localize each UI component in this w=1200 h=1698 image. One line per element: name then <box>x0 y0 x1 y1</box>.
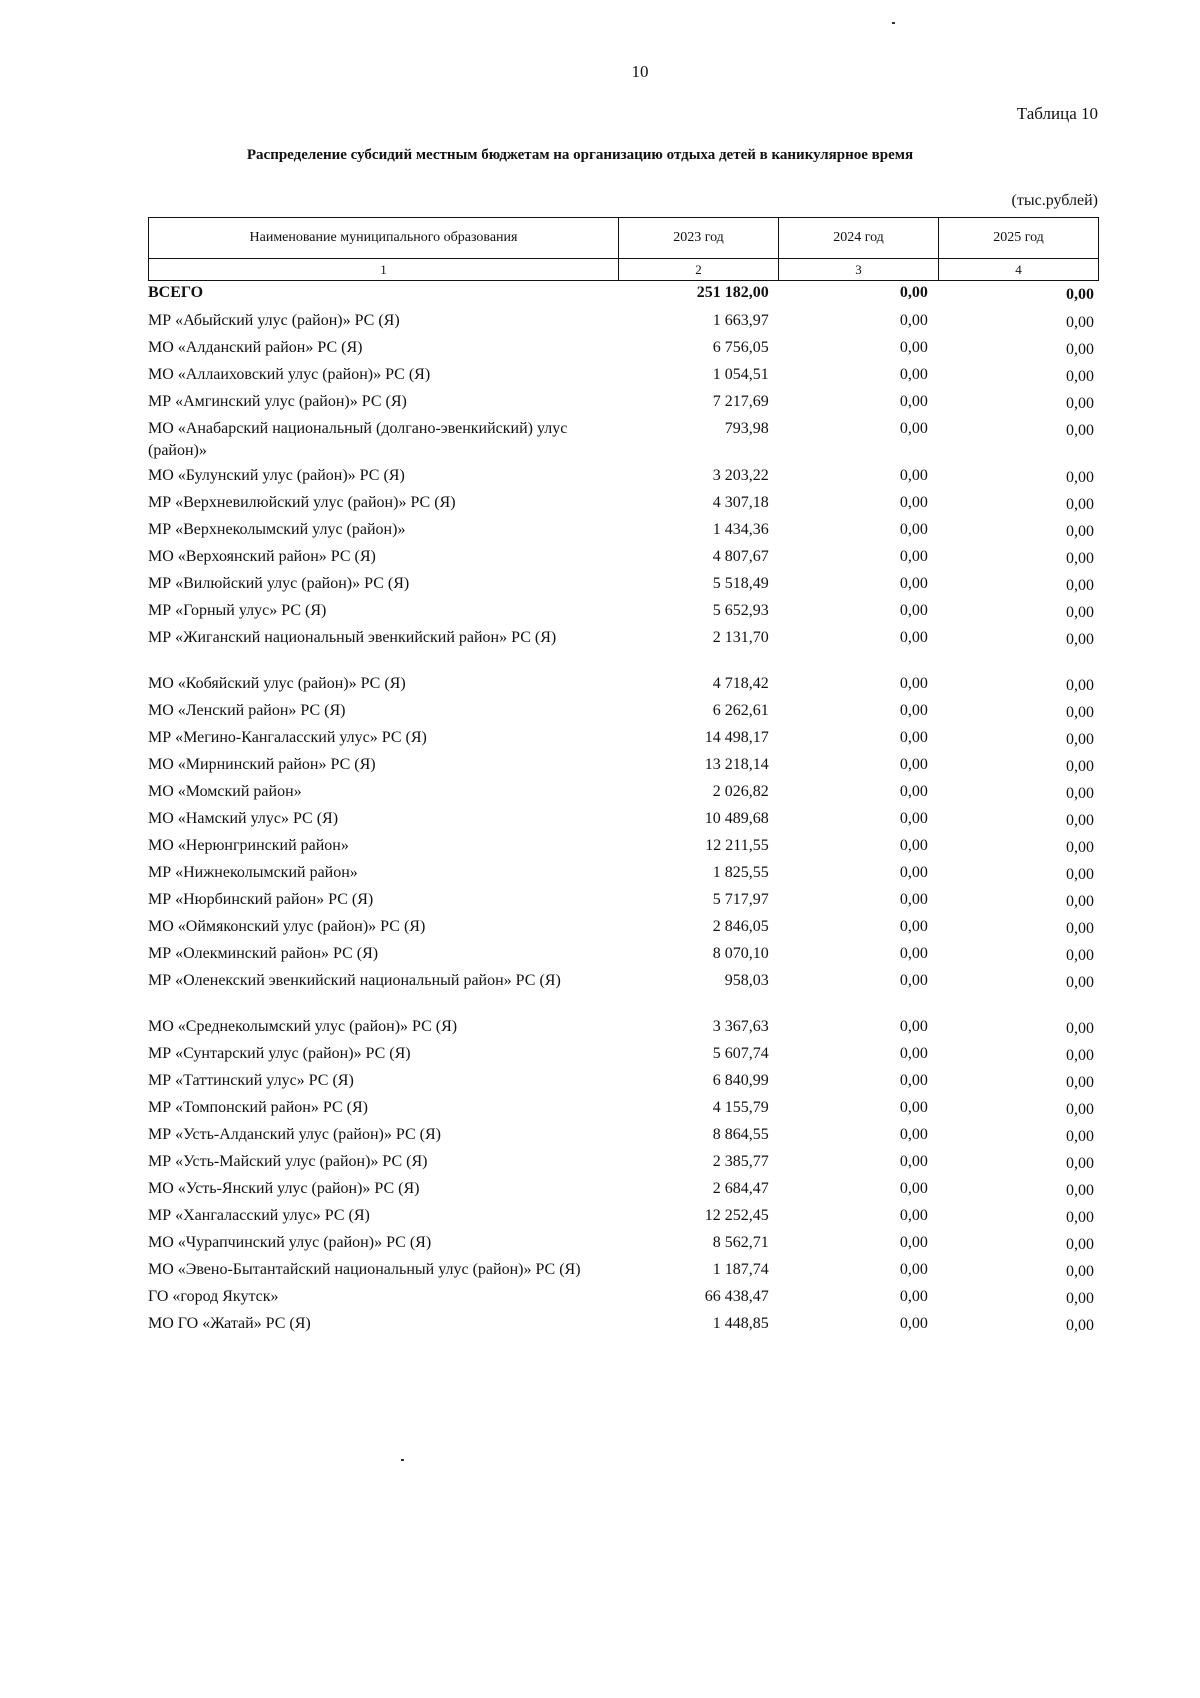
table-row <box>148 1178 1098 1202</box>
cell-2025: 0,00 <box>1066 812 1094 829</box>
total-row <box>148 282 1098 306</box>
cell-2024: 0,00 <box>899 1180 928 1197</box>
cell-2024: 0,00 <box>899 1045 928 1062</box>
table-row <box>148 943 1098 967</box>
cell-2025: 0,00 <box>1066 1020 1094 1037</box>
cell-2023: 5 607,74 <box>712 1045 769 1062</box>
cell-2024: 0,00 <box>899 420 928 437</box>
cell-name: МО «Кобяйский улус (район)» РС (Я) <box>148 675 406 692</box>
total-2025: 0,00 <box>1066 286 1094 303</box>
header-2025: 2025 год <box>939 218 1099 259</box>
cell-name: МР «Нюрбинский район» РС (Я) <box>148 891 374 908</box>
cell-2023: 12 252,45 <box>704 1207 769 1224</box>
cell-2024: 0,00 <box>899 575 928 592</box>
table-header <box>148 217 1099 281</box>
cell-2025: 0,00 <box>1066 1182 1094 1199</box>
cell-2024: 0,00 <box>899 312 928 329</box>
cell-2023: 1 663,97 <box>712 312 769 329</box>
cell-2023: 4 307,18 <box>712 494 769 511</box>
cell-2023: 13 218,14 <box>704 756 769 773</box>
cell-2025: 0,00 <box>1066 839 1094 856</box>
table-row <box>148 916 1098 940</box>
cell-name: МР «Мегино-Кангаласский улус» РС (Я) <box>148 729 427 746</box>
cell-2024: 0,00 <box>899 366 928 383</box>
cell-2023: 1 434,36 <box>712 521 769 538</box>
cell-2024: 0,00 <box>899 1315 928 1332</box>
table-row <box>148 835 1098 859</box>
table-row <box>148 519 1098 543</box>
header-2024: 2024 год <box>779 218 939 259</box>
cell-2025: 0,00 <box>1066 731 1094 748</box>
cell-2023: 1 448,85 <box>712 1315 769 1332</box>
cell-name: МО ГО «Жатай» РС (Я) <box>148 1315 311 1332</box>
table-row <box>148 700 1098 724</box>
total-name: ВСЕГО <box>148 284 204 301</box>
cell-2023: 6 756,05 <box>712 339 769 356</box>
table-row <box>148 754 1098 778</box>
table-row <box>148 1151 1098 1175</box>
table-row <box>148 627 1098 651</box>
table-row <box>148 673 1098 697</box>
cell-2025: 0,00 <box>1066 1155 1094 1172</box>
cell-2025: 0,00 <box>1066 1290 1094 1307</box>
cell-2025: 0,00 <box>1066 523 1094 540</box>
scan-speck <box>892 22 895 24</box>
cell-2025: 0,00 <box>1066 947 1094 964</box>
cell-name: МО «Ленский район» РС (Я) <box>148 702 346 719</box>
cell-2024: 0,00 <box>899 1288 928 1305</box>
total-2024: 0,00 <box>899 284 928 301</box>
cell-2023: 2 385,77 <box>712 1153 769 1170</box>
cell-2024: 0,00 <box>899 972 928 989</box>
cell-name: МО «Анабарский национальный (долгано-эвенкийский) улус (район)» <box>148 420 568 459</box>
cell-2025: 0,00 <box>1066 1101 1094 1118</box>
cell-2023: 793,98 <box>724 420 769 437</box>
table-row <box>148 1043 1098 1067</box>
cell-2024: 0,00 <box>899 756 928 773</box>
cell-2024: 0,00 <box>899 629 928 646</box>
cell-2025: 0,00 <box>1066 1074 1094 1091</box>
cell-2023: 5 717,97 <box>712 891 769 908</box>
cell-name: МО «Мирнинский район» РС (Я) <box>148 756 376 773</box>
cell-2023: 1 825,55 <box>712 864 769 881</box>
cell-name: МР «Томпонский район» РС (Я) <box>148 1099 368 1116</box>
cell-2025: 0,00 <box>1066 1263 1094 1280</box>
cell-2025: 0,00 <box>1066 368 1094 385</box>
cell-2025: 0,00 <box>1066 704 1094 721</box>
cell-name: МР «Жиганский национальный эвенкийский район» РС (Я) <box>148 629 557 646</box>
table-row <box>148 1016 1098 1040</box>
header-num-4: 4 <box>939 259 1099 281</box>
cell-2024: 0,00 <box>899 1234 928 1251</box>
cell-2024: 0,00 <box>899 467 928 484</box>
cell-2024: 0,00 <box>899 675 928 692</box>
cell-name: МР «Таттинский улус» РС (Я) <box>148 1072 354 1089</box>
document-title: Распределение субсидий местным бюджетам на организацию отдыха детей в каникулярное время <box>246 147 914 163</box>
cell-2025: 0,00 <box>1066 893 1094 910</box>
cell-2024: 0,00 <box>899 1207 928 1224</box>
cell-2025: 0,00 <box>1066 1236 1094 1253</box>
cell-2023: 3 367,63 <box>712 1018 769 1035</box>
cell-name: МР «Хангаласский улус» РС (Я) <box>148 1207 370 1224</box>
cell-2023: 1 054,51 <box>712 366 769 383</box>
cell-2025: 0,00 <box>1066 920 1094 937</box>
cell-2023: 4 155,79 <box>712 1099 769 1116</box>
cell-2023: 1 187,74 <box>712 1261 769 1278</box>
table-row <box>148 546 1098 570</box>
cell-name: МО «Усть-Янский улус (район)» РС (Я) <box>148 1180 420 1197</box>
table-row <box>148 492 1098 516</box>
cell-name: МР «Верхневилюйский улус (район)» РС (Я) <box>148 494 456 511</box>
cell-2025: 0,00 <box>1066 422 1094 439</box>
cell-name: МО «Эвено-Бытантайский национальный улус (район)» РС (Я) <box>148 1261 581 1278</box>
page-number: 10 <box>631 62 649 81</box>
row-list <box>148 310 1098 1337</box>
cell-2025: 0,00 <box>1066 604 1094 621</box>
cell-name: МО «Алданский район» РС (Я) <box>148 339 363 356</box>
cell-2025: 0,00 <box>1066 758 1094 775</box>
cell-2025: 0,00 <box>1066 496 1094 513</box>
cell-2024: 0,00 <box>899 1261 928 1278</box>
cell-2025: 0,00 <box>1066 1317 1094 1334</box>
table-row <box>148 1313 1098 1337</box>
cell-2023: 2 026,82 <box>712 783 769 800</box>
cell-2024: 0,00 <box>899 548 928 565</box>
table-row <box>148 1259 1098 1283</box>
cell-2024: 0,00 <box>899 891 928 908</box>
cell-2024: 0,00 <box>899 945 928 962</box>
table-row <box>148 889 1098 913</box>
cell-2024: 0,00 <box>899 1153 928 1170</box>
cell-2025: 0,00 <box>1066 785 1094 802</box>
cell-2023: 2 684,47 <box>712 1180 769 1197</box>
cell-2025: 0,00 <box>1066 1047 1094 1064</box>
cell-name: МР «Оленекский эвенкийский национальный район» РС (Я) <box>148 972 561 989</box>
cell-2025: 0,00 <box>1066 631 1094 648</box>
table-row <box>148 1205 1098 1229</box>
cell-2025: 0,00 <box>1066 677 1094 694</box>
scan-speck <box>401 1459 404 1461</box>
cell-name: МР «Олекминский район» РС (Я) <box>148 945 379 962</box>
cell-2023: 14 498,17 <box>704 729 769 746</box>
cell-name: МО «Намский улус» РС (Я) <box>148 810 339 827</box>
cell-2023: 4 807,67 <box>712 548 769 565</box>
cell-2023: 8 070,10 <box>712 945 769 962</box>
cell-name: МО «Момский район» <box>148 783 302 800</box>
cell-name: МО «Верхоянский район» РС (Я) <box>148 548 376 565</box>
cell-2025: 0,00 <box>1066 395 1094 412</box>
cell-name: МР «Вилюйский улус (район)» РС (Я) <box>148 575 410 592</box>
cell-name: МР «Горный улус» РС (Я) <box>148 602 327 619</box>
cell-name: МР «Усть-Майский улус (район)» РС (Я) <box>148 1153 428 1170</box>
table-row <box>148 862 1098 886</box>
cell-name: МР «Сунтарский улус (район)» РС (Я) <box>148 1045 411 1062</box>
cell-2024: 0,00 <box>899 494 928 511</box>
cell-2023: 3 203,22 <box>712 467 769 484</box>
cell-2024: 0,00 <box>899 521 928 538</box>
table-row <box>148 781 1098 805</box>
table-row <box>148 573 1098 597</box>
cell-2025: 0,00 <box>1066 577 1094 594</box>
table-row <box>148 337 1098 361</box>
cell-2025: 0,00 <box>1066 341 1094 358</box>
cell-2025: 0,00 <box>1066 314 1094 331</box>
table-row <box>148 364 1098 388</box>
cell-2024: 0,00 <box>899 602 928 619</box>
cell-name: МР «Нижнеколымский район» <box>148 864 358 881</box>
units-label: (тыс.рублей) <box>1011 192 1098 209</box>
table-label: Таблица 10 <box>1016 104 1098 123</box>
cell-2024: 0,00 <box>899 339 928 356</box>
cell-2025: 0,00 <box>1066 550 1094 567</box>
table-row <box>148 310 1098 334</box>
cell-name: МО «Аллаиховский улус (район)» РС (Я) <box>148 366 431 383</box>
cell-2024: 0,00 <box>899 918 928 935</box>
cell-2024: 0,00 <box>899 1126 928 1143</box>
cell-2024: 0,00 <box>899 1018 928 1035</box>
table-row <box>148 1097 1098 1121</box>
table-row <box>148 418 1098 462</box>
cell-2024: 0,00 <box>899 393 928 410</box>
cell-2023: 12 211,55 <box>705 837 769 854</box>
cell-2024: 0,00 <box>899 729 928 746</box>
table-row <box>148 1286 1098 1310</box>
cell-name: МО «Булунский улус (район)» РС (Я) <box>148 467 405 484</box>
cell-2024: 0,00 <box>899 810 928 827</box>
table-row <box>148 1124 1098 1148</box>
cell-2023: 8 562,71 <box>712 1234 769 1251</box>
table-row <box>148 727 1098 751</box>
cell-2023: 2 131,70 <box>712 629 769 646</box>
cell-2025: 0,00 <box>1066 974 1094 991</box>
cell-2024: 0,00 <box>899 1099 928 1116</box>
cell-2024: 0,00 <box>899 783 928 800</box>
cell-2024: 0,00 <box>899 864 928 881</box>
cell-2025: 0,00 <box>1066 1209 1094 1226</box>
cell-2025: 0,00 <box>1066 469 1094 486</box>
header-num-3: 3 <box>779 259 939 281</box>
table-row <box>148 1232 1098 1256</box>
cell-2023: 66 438,47 <box>704 1288 769 1305</box>
cell-2024: 0,00 <box>899 702 928 719</box>
cell-2025: 0,00 <box>1066 866 1094 883</box>
cell-name: МР «Усть-Алданский улус (район)» РС (Я) <box>148 1126 441 1143</box>
table-row <box>148 1070 1098 1094</box>
cell-2023: 8 864,55 <box>712 1126 769 1143</box>
cell-2023: 5 652,93 <box>712 602 769 619</box>
cell-2024: 0,00 <box>899 837 928 854</box>
cell-2023: 6 840,99 <box>712 1072 769 1089</box>
cell-name: МО «Чурапчинский улус (район)» РС (Я) <box>148 1234 432 1251</box>
table-row <box>148 600 1098 624</box>
table-row <box>148 808 1098 832</box>
cell-name: МО «Среднеколымский улус (район)» РС (Я) <box>148 1018 458 1035</box>
cell-name: ГО «город Якутск» <box>148 1288 279 1305</box>
cell-2023: 7 217,69 <box>712 393 769 410</box>
total-2023: 251 182,00 <box>696 284 769 301</box>
cell-2023: 5 518,49 <box>712 575 769 592</box>
table-row <box>148 970 1098 994</box>
cell-name: МР «Абыйский улус (район)» РС (Я) <box>148 312 400 329</box>
header-num-2: 2 <box>619 259 779 281</box>
cell-name: МР «Амгинский улус (район)» РС (Я) <box>148 393 407 410</box>
cell-name: МО «Нерюнгринский район» <box>148 837 349 854</box>
cell-2023: 10 489,68 <box>704 810 769 827</box>
cell-2023: 958,03 <box>724 972 769 989</box>
header-num-1: 1 <box>149 259 619 281</box>
cell-2023: 4 718,42 <box>712 675 769 692</box>
cell-name: МР «Верхнеколымский улус (район)» <box>148 521 406 538</box>
cell-2025: 0,00 <box>1066 1128 1094 1145</box>
header-2023: 2023 год <box>619 218 779 259</box>
table-row <box>148 465 1098 489</box>
table-row <box>148 391 1098 415</box>
table-body <box>148 282 1098 1340</box>
cell-2023: 2 846,05 <box>712 918 769 935</box>
cell-2024: 0,00 <box>899 1072 928 1089</box>
header-name: Наименование муниципального образования <box>149 218 619 259</box>
cell-2023: 6 262,61 <box>712 702 769 719</box>
cell-name: МО «Оймяконский улус (район)» РС (Я) <box>148 918 426 935</box>
